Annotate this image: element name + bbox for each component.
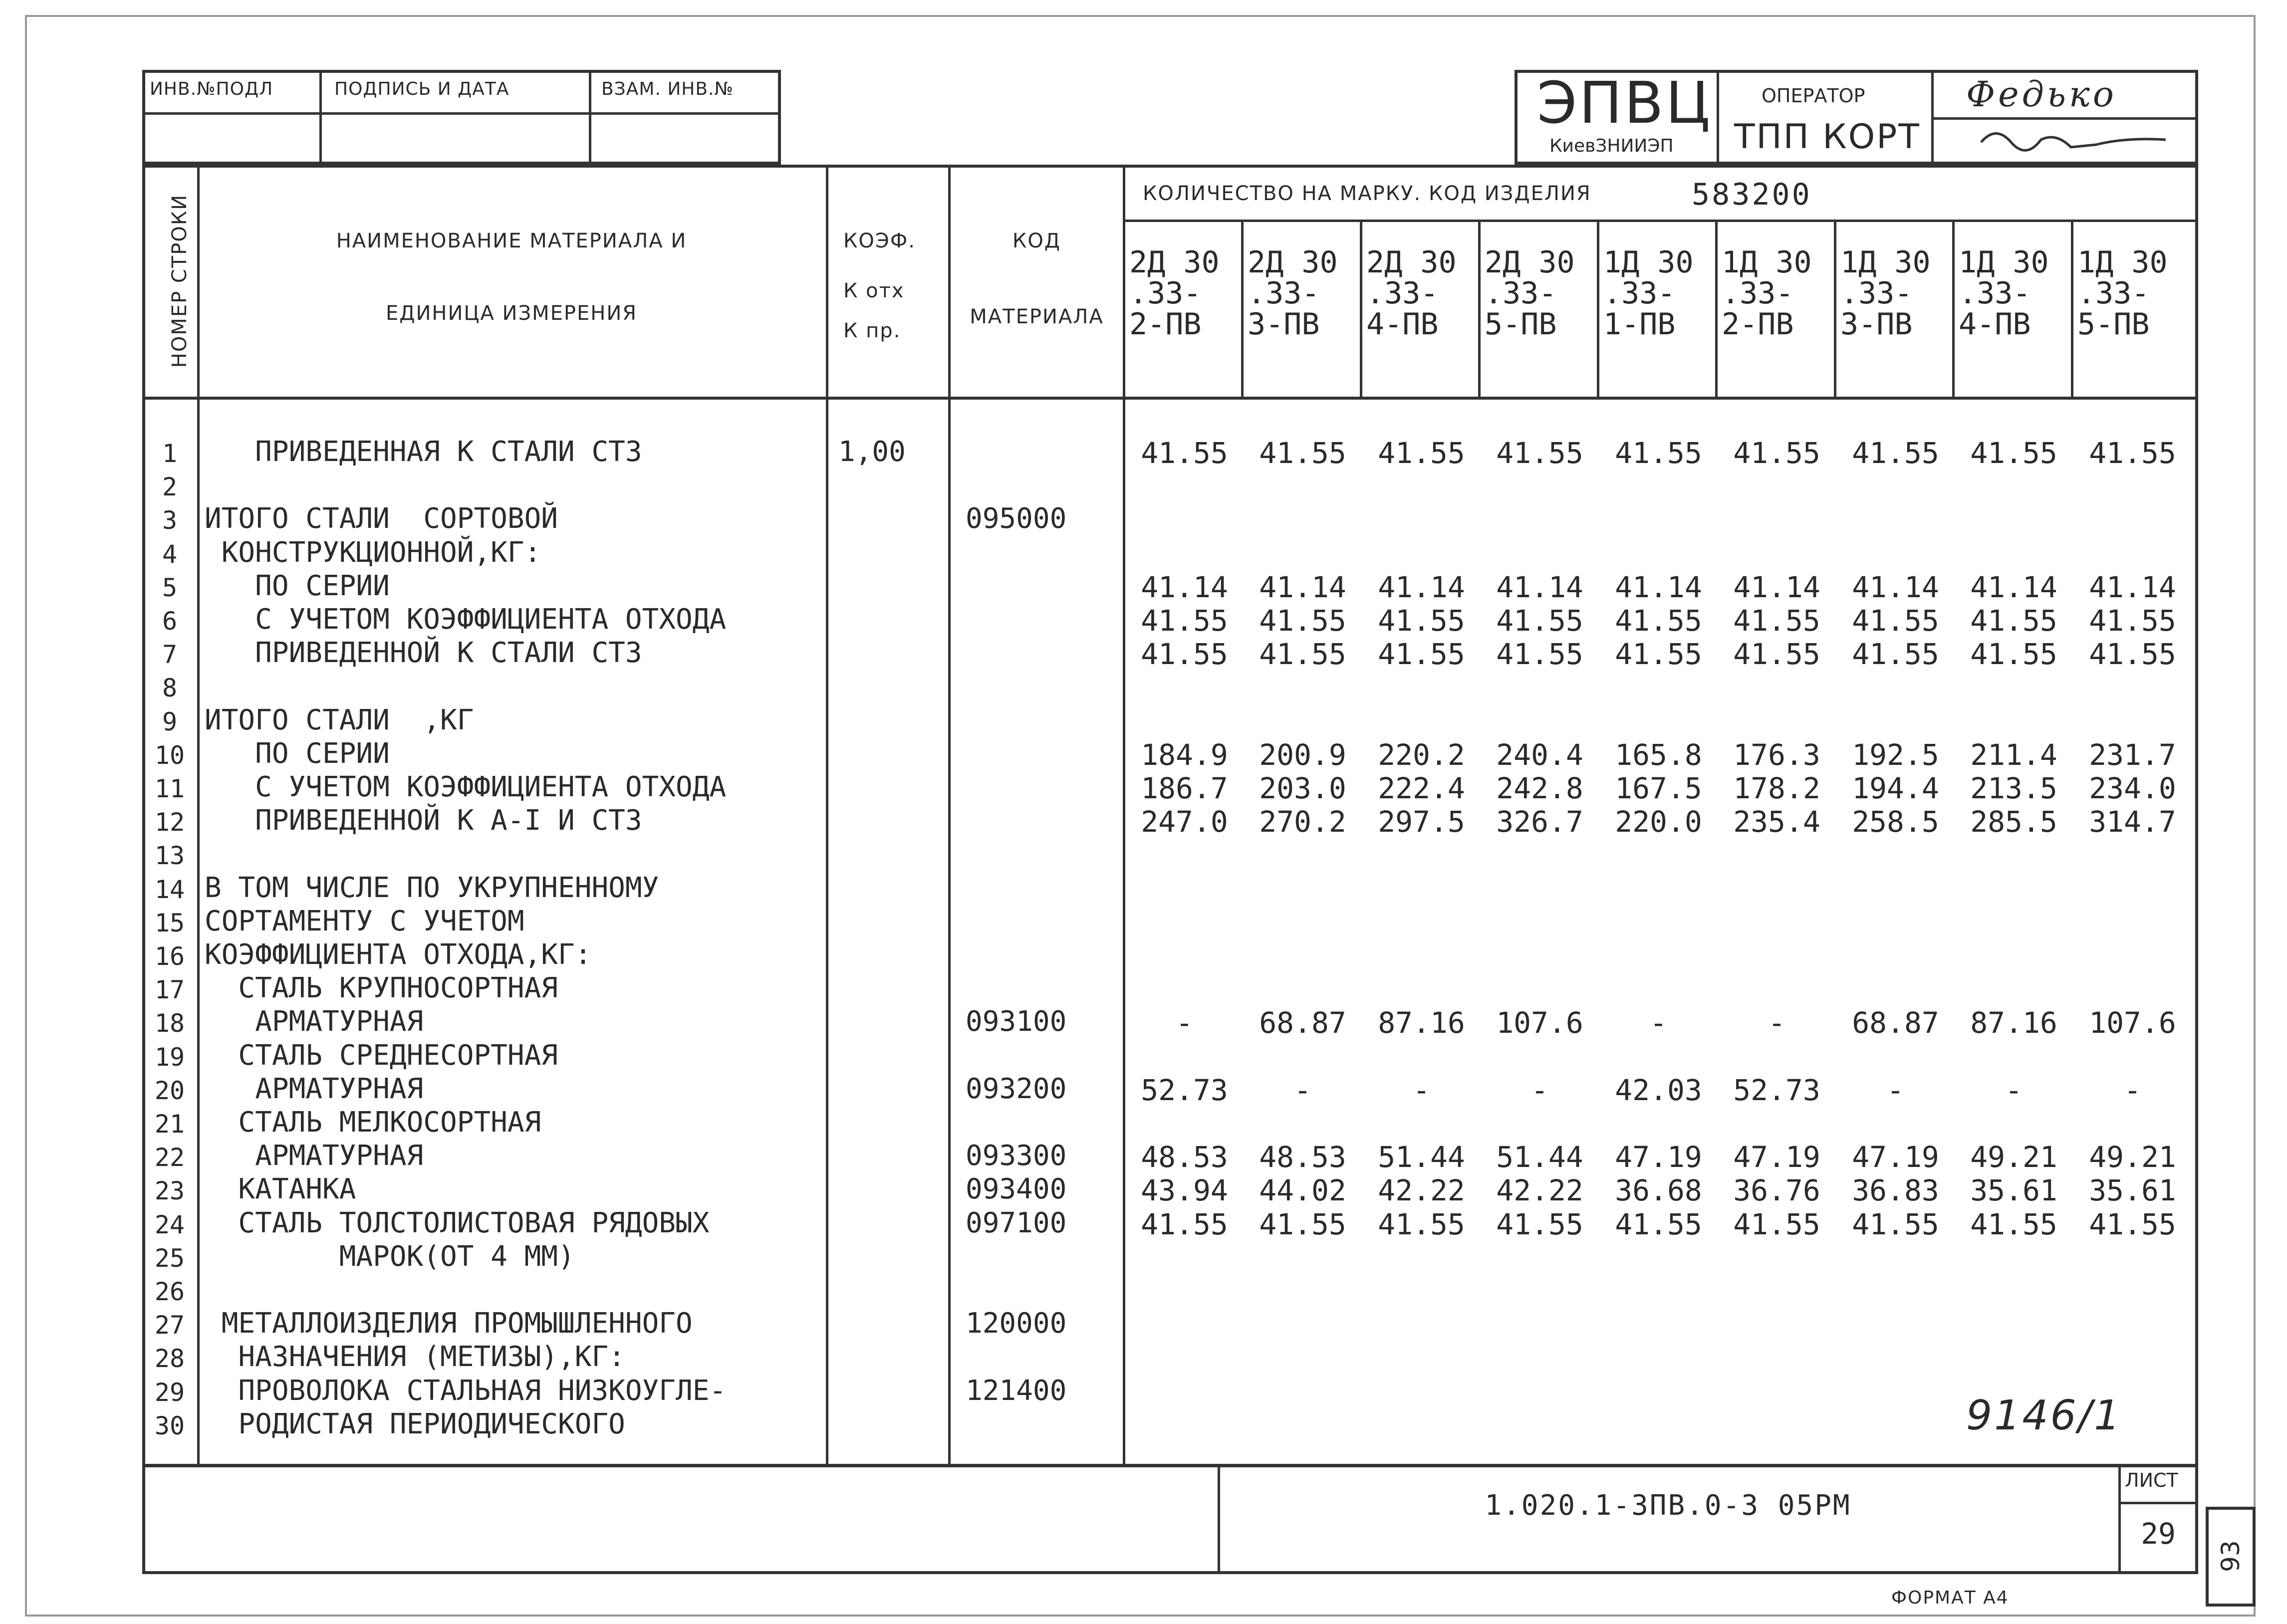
material-name: СТАЛЬ СРЕДНЕСОРТНАЯ xyxy=(205,1039,558,1072)
quantity-cell: 297.5 xyxy=(1378,805,1465,839)
quantity-cell: 35.61 xyxy=(1970,1173,2057,1208)
quantity-cell: 52.73 xyxy=(1141,1073,1228,1107)
quantity-cell: 41.55 xyxy=(1615,436,1702,470)
quantity-cell: 41.14 xyxy=(1852,570,1939,604)
quantity-cell: 68.87 xyxy=(1259,1006,1346,1040)
quantity-cell: 47.19 xyxy=(1615,1140,1702,1174)
quantity-cell: 41.14 xyxy=(1141,570,1228,604)
quantity-cell: 326.7 xyxy=(1496,805,1583,839)
row-number-header: НОМЕР СТРОКИ xyxy=(168,194,191,368)
row-number: 15 xyxy=(154,908,185,937)
quantity-cell: 41.55 xyxy=(1496,436,1583,470)
material-name: В ТОМ ЧИСЛЕ ПО УКРУПНЕННОМУ xyxy=(205,871,659,904)
quantity-cell: 220.2 xyxy=(1378,737,1465,772)
quantity-cell: 43.94 xyxy=(1141,1173,1228,1208)
material-code: 093300 xyxy=(966,1140,1067,1172)
row-number: 19 xyxy=(154,1042,185,1072)
quantity-cell: 49.21 xyxy=(2089,1140,2176,1174)
material-name: ПО СЕРИИ xyxy=(205,569,390,602)
material-name: МЕТАЛЛОИЗДЕЛИЯ ПРОМЫШЛЕННОГО xyxy=(205,1307,693,1340)
quantity-cell: 41.55 xyxy=(1733,637,1820,672)
quantity-cell: 48.53 xyxy=(1259,1140,1346,1174)
quantity-cell: 240.4 xyxy=(1496,737,1583,772)
quantity-cell: 184.9 xyxy=(1141,737,1228,772)
material-code: 093400 xyxy=(966,1173,1067,1206)
material-name-header-line1: НАИМЕНОВАНИЕ МАТЕРИАЛА И xyxy=(336,230,687,252)
row-number: 2 xyxy=(162,472,178,502)
material-name: СТАЛЬ КРУПНОСОРТНАЯ xyxy=(205,972,558,1005)
coef-header-line1: КОЭФ. xyxy=(843,230,916,252)
product-column-header: 2Д 30 .33- 5-ПВ xyxy=(1485,245,1575,342)
quantity-cell: 41.55 xyxy=(1970,1207,2057,1241)
qty-header-label: КОЛИЧЕСТВО НА МАРКУ. КОД ИЗДЕЛИЯ xyxy=(1143,182,1591,205)
quantity-cell: 41.14 xyxy=(1259,570,1346,604)
row-number: 11 xyxy=(154,774,185,803)
material-name: ПРОВОЛОКА СТАЛЬНАЯ НИЗКОУГЛЕ- xyxy=(205,1374,727,1407)
quantity-cell: 41.55 xyxy=(1259,436,1346,470)
quantity-cell: 41.55 xyxy=(1378,637,1465,672)
coef-header-line3: К пр. xyxy=(843,319,901,342)
material-code: 093200 xyxy=(966,1072,1067,1105)
quantity-cell: 41.55 xyxy=(1970,637,2057,672)
quantity-cell: 47.19 xyxy=(1852,1140,1939,1174)
row-number: 4 xyxy=(162,539,178,569)
quantity-cell: 41.55 xyxy=(1496,1207,1583,1241)
quantity-cell: 220.0 xyxy=(1615,805,1702,839)
quantity-cell: 49.21 xyxy=(1970,1140,2057,1174)
product-column-header: 1Д 30 .33- 2-ПВ xyxy=(1722,245,1812,342)
material-name: КОЭФФИЦИЕНТА ОТХОДА,КГ: xyxy=(205,938,592,971)
quantity-cell: 41.55 xyxy=(1259,604,1346,638)
quantity-cell: - xyxy=(2124,1073,2141,1107)
quantity-cell: 41.55 xyxy=(1733,604,1820,638)
row-number: 26 xyxy=(154,1277,185,1306)
quantity-cell: 44.02 xyxy=(1259,1173,1346,1208)
quantity-cell: 41.55 xyxy=(1852,637,1939,672)
row-number: 5 xyxy=(162,573,178,602)
org-name: ЭПВЦ xyxy=(1537,70,1712,137)
material-name: СОРТАМЕНТУ С УЧЕТОМ xyxy=(205,905,524,937)
product-column-header: 2Д 30 .33- 4-ПВ xyxy=(1366,245,1457,342)
operator-signature: Федько xyxy=(1966,74,2117,115)
quantity-cell: 235.4 xyxy=(1733,805,1820,839)
material-name: АРМАТУРНАЯ xyxy=(205,1140,424,1172)
quantity-cell: 41.55 xyxy=(2089,1207,2176,1241)
quantity-cell: 41.14 xyxy=(1496,570,1583,604)
quantity-cell: 41.55 xyxy=(1852,604,1939,638)
material-code: 093100 xyxy=(966,1005,1067,1038)
quantity-cell: 107.6 xyxy=(1496,1006,1583,1040)
row-number: 21 xyxy=(154,1110,185,1139)
quantity-cell: 41.55 xyxy=(2089,604,2176,638)
quantity-cell: 176.3 xyxy=(1733,737,1820,772)
material-name: РОДИСТАЯ ПЕРИОДИЧЕСКОГО xyxy=(205,1407,625,1440)
quantity-cell: 41.55 xyxy=(1970,436,2057,470)
material-name: АРМАТУРНАЯ xyxy=(205,1005,424,1038)
material-code: 121400 xyxy=(966,1374,1067,1407)
quantity-cell: 51.44 xyxy=(1378,1140,1465,1174)
document-code: 1.020.1-3ПВ.0-3 05РМ xyxy=(1485,1489,1851,1522)
quantity-cell: 167.5 xyxy=(1615,771,1702,805)
row-number: 22 xyxy=(154,1143,185,1172)
row-number: 28 xyxy=(154,1344,185,1374)
product-column-header: 2Д 30 .33- 3-ПВ xyxy=(1248,245,1338,342)
material-name: СТАЛЬ ТОЛСТОЛИСТОВАЯ РЯДОВЫХ xyxy=(205,1206,710,1239)
row-number: 13 xyxy=(154,841,185,871)
row-number: 12 xyxy=(154,808,185,837)
product-code: 583200 xyxy=(1692,177,1812,212)
row-number: 10 xyxy=(154,740,185,770)
quantity-cell: 258.5 xyxy=(1852,805,1939,839)
material-name: КОНСТРУКЦИОННОЙ,КГ: xyxy=(205,536,541,569)
row-number: 24 xyxy=(154,1210,185,1239)
quantity-cell: 41.55 xyxy=(1615,1207,1702,1241)
quantity-cell: 186.7 xyxy=(1141,771,1228,805)
quantity-cell: - xyxy=(1531,1073,1548,1107)
quantity-cell: 41.55 xyxy=(1970,604,2057,638)
quantity-cell: 203.0 xyxy=(1259,771,1346,805)
material-name: ПРИВЕДЕННОЙ К А-I И СТЗ xyxy=(205,804,642,837)
code-header-line2: МАТЕРИАЛА xyxy=(970,305,1104,328)
row-number: 18 xyxy=(154,1009,185,1038)
quantity-cell: - xyxy=(1413,1073,1430,1107)
quantity-cell: 36.83 xyxy=(1852,1173,1939,1208)
material-code: 120000 xyxy=(966,1307,1067,1340)
material-name: КАТАНКА xyxy=(205,1173,356,1206)
quantity-cell: 87.16 xyxy=(1970,1006,2057,1040)
quantity-cell: 87.16 xyxy=(1378,1006,1465,1040)
quantity-cell: 285.5 xyxy=(1970,805,2057,839)
material-name: ИТОГО СТАЛИ ,КГ xyxy=(205,703,474,736)
material-name: ПО СЕРИИ xyxy=(205,737,390,770)
org-sub: КиевЗНИИЭП xyxy=(1549,136,1674,156)
quantity-cell: 41.55 xyxy=(1259,637,1346,672)
quantity-cell: 41.55 xyxy=(2089,436,2176,470)
quantity-cell: 52.73 xyxy=(1733,1073,1820,1107)
code-header-line1: КОД xyxy=(1012,230,1061,252)
row-number: 30 xyxy=(154,1411,185,1440)
coefficient: 1,00 xyxy=(838,436,906,468)
quantity-cell: 41.14 xyxy=(2089,570,2176,604)
row-number: 25 xyxy=(154,1243,185,1273)
row-number: 9 xyxy=(162,707,178,736)
quantity-cell: 314.7 xyxy=(2089,805,2176,839)
material-name: ПРИВЕДЕННАЯ К СТАЛИ СТЗ xyxy=(205,436,642,468)
podpis-data-label: ПОДПИСЬ И ДАТА xyxy=(334,79,509,99)
quantity-cell: 36.76 xyxy=(1733,1173,1820,1208)
material-name: С УЧЕТОМ КОЭФФИЦИЕНТА ОТХОДА xyxy=(205,771,727,803)
material-name: НАЗНАЧЕНИЯ (МЕТИЗЫ),КГ: xyxy=(205,1341,625,1374)
quantity-cell: 192.5 xyxy=(1852,737,1939,772)
quantity-cell: 213.5 xyxy=(1970,771,2057,805)
quantity-cell: 270.2 xyxy=(1259,805,1346,839)
quantity-cell: 68.87 xyxy=(1852,1006,1939,1040)
vzam-inv-label: ВЗАМ. ИНВ.№ xyxy=(601,79,734,99)
sheet-number: 29 xyxy=(2141,1517,2176,1551)
format-label: ФОРМАТ А4 xyxy=(1891,1588,2009,1608)
quantity-cell: 41.55 xyxy=(1615,604,1702,638)
quantity-cell: 231.7 xyxy=(2089,737,2176,772)
row-number: 17 xyxy=(154,975,185,1005)
quantity-cell: 48.53 xyxy=(1141,1140,1228,1174)
quantity-cell: - xyxy=(1176,1006,1193,1040)
operator-value: ТПП КОРТ xyxy=(1734,117,1921,157)
row-number: 20 xyxy=(154,1076,185,1105)
quantity-cell: 41.14 xyxy=(1378,570,1465,604)
quantity-cell: 194.4 xyxy=(1852,771,1939,805)
row-number: 29 xyxy=(154,1378,185,1407)
quantity-cell: 35.61 xyxy=(2089,1173,2176,1208)
product-column-header: 1Д 30 .33- 1-ПВ xyxy=(1603,245,1694,342)
quantity-cell: 41.55 xyxy=(1615,637,1702,672)
quantity-cell: - xyxy=(2005,1073,2023,1107)
product-column-header: 1Д 30 .33- 3-ПВ xyxy=(1840,245,1931,342)
product-column-header: 2Д 30 .33- 2-ПВ xyxy=(1129,245,1220,342)
quantity-cell: 41.14 xyxy=(1970,570,2057,604)
row-number: 27 xyxy=(154,1311,185,1340)
quantity-cell: 42.22 xyxy=(1378,1173,1465,1208)
quantity-cell: 41.55 xyxy=(1852,1207,1939,1241)
quantity-cell: 107.6 xyxy=(2089,1006,2176,1040)
row-number: 1 xyxy=(162,439,178,468)
row-number: 8 xyxy=(162,674,178,703)
side-number: 93 xyxy=(2216,1540,2245,1572)
quantity-cell: 222.4 xyxy=(1378,771,1465,805)
material-code: 095000 xyxy=(966,502,1067,535)
quantity-cell: - xyxy=(1887,1073,1904,1107)
row-number: 23 xyxy=(154,1176,185,1206)
product-column-header: 1Д 30 .33- 4-ПВ xyxy=(1959,245,2049,342)
quantity-cell: 41.55 xyxy=(1852,436,1939,470)
quantity-cell: 41.55 xyxy=(1733,436,1820,470)
quantity-cell: - xyxy=(1294,1073,1311,1107)
quantity-cell: 36.68 xyxy=(1615,1173,1702,1208)
material-name: С УЧЕТОМ КОЭФФИЦИЕНТА ОТХОДА xyxy=(205,603,727,636)
quantity-cell: 41.55 xyxy=(1496,637,1583,672)
product-column-header: 1Д 30 .33- 5-ПВ xyxy=(2077,245,2168,342)
material-name-header-line2: ЕДИНИЦА ИЗМЕРЕНИЯ xyxy=(385,302,638,325)
quantity-cell: 41.55 xyxy=(1378,1207,1465,1241)
row-number: 3 xyxy=(162,506,178,535)
quantity-cell: 41.55 xyxy=(1378,436,1465,470)
row-number: 7 xyxy=(162,640,178,670)
quantity-cell: 41.14 xyxy=(1733,570,1820,604)
quantity-cell: 247.0 xyxy=(1141,805,1228,839)
quantity-cell: 41.55 xyxy=(1496,604,1583,638)
quantity-cell: 178.2 xyxy=(1733,771,1820,805)
quantity-cell: - xyxy=(1768,1006,1785,1040)
quantity-cell: 200.9 xyxy=(1259,737,1346,772)
row-number: 16 xyxy=(154,942,185,971)
material-name: МАРОК(ОТ 4 ММ) xyxy=(205,1240,575,1273)
quantity-cell: 41.55 xyxy=(1378,604,1465,638)
inv-podl-label: ИНВ.№ПОДЛ xyxy=(150,79,273,99)
quantity-cell: - xyxy=(1650,1006,1667,1040)
quantity-cell: 51.44 xyxy=(1496,1140,1583,1174)
quantity-cell: 41.55 xyxy=(1141,604,1228,638)
quantity-cell: 41.14 xyxy=(1615,570,1702,604)
quantity-cell: 242.8 xyxy=(1496,771,1583,805)
quantity-cell: 211.4 xyxy=(1970,737,2057,772)
signature-scribble xyxy=(1976,122,2176,162)
quantity-cell: 41.55 xyxy=(1733,1207,1820,1241)
quantity-cell: 41.55 xyxy=(1141,436,1228,470)
material-code: 097100 xyxy=(966,1206,1067,1239)
quantity-cell: 41.55 xyxy=(1141,637,1228,672)
material-name: СТАЛЬ МЕЛКОСОРТНАЯ xyxy=(205,1106,541,1139)
quantity-cell: 41.55 xyxy=(2089,637,2176,672)
quantity-cell: 41.55 xyxy=(1259,1207,1346,1241)
row-number: 14 xyxy=(154,875,185,904)
quantity-cell: 165.8 xyxy=(1615,737,1702,772)
quantity-cell: 41.55 xyxy=(1141,1207,1228,1241)
row-number: 6 xyxy=(162,607,178,636)
material-name: АРМАТУРНАЯ xyxy=(205,1072,424,1105)
handwritten-number: 9146/1 xyxy=(1966,1392,2122,1439)
material-name: ПРИВЕДЕННОЙ К СТАЛИ СТЗ xyxy=(205,637,642,670)
sheet-label: ЛИСТ xyxy=(2125,1469,2178,1491)
material-name: ИТОГО СТАЛИ СОРТОВОЙ xyxy=(205,502,558,535)
quantity-cell: 42.03 xyxy=(1615,1073,1702,1107)
quantity-cell: 42.22 xyxy=(1496,1173,1583,1208)
quantity-cell: 234.0 xyxy=(2089,771,2176,805)
quantity-cell: 47.19 xyxy=(1733,1140,1820,1174)
operator-label: ОПЕРАТОР xyxy=(1762,85,1865,107)
coef-header-line2: К отх xyxy=(843,279,905,302)
